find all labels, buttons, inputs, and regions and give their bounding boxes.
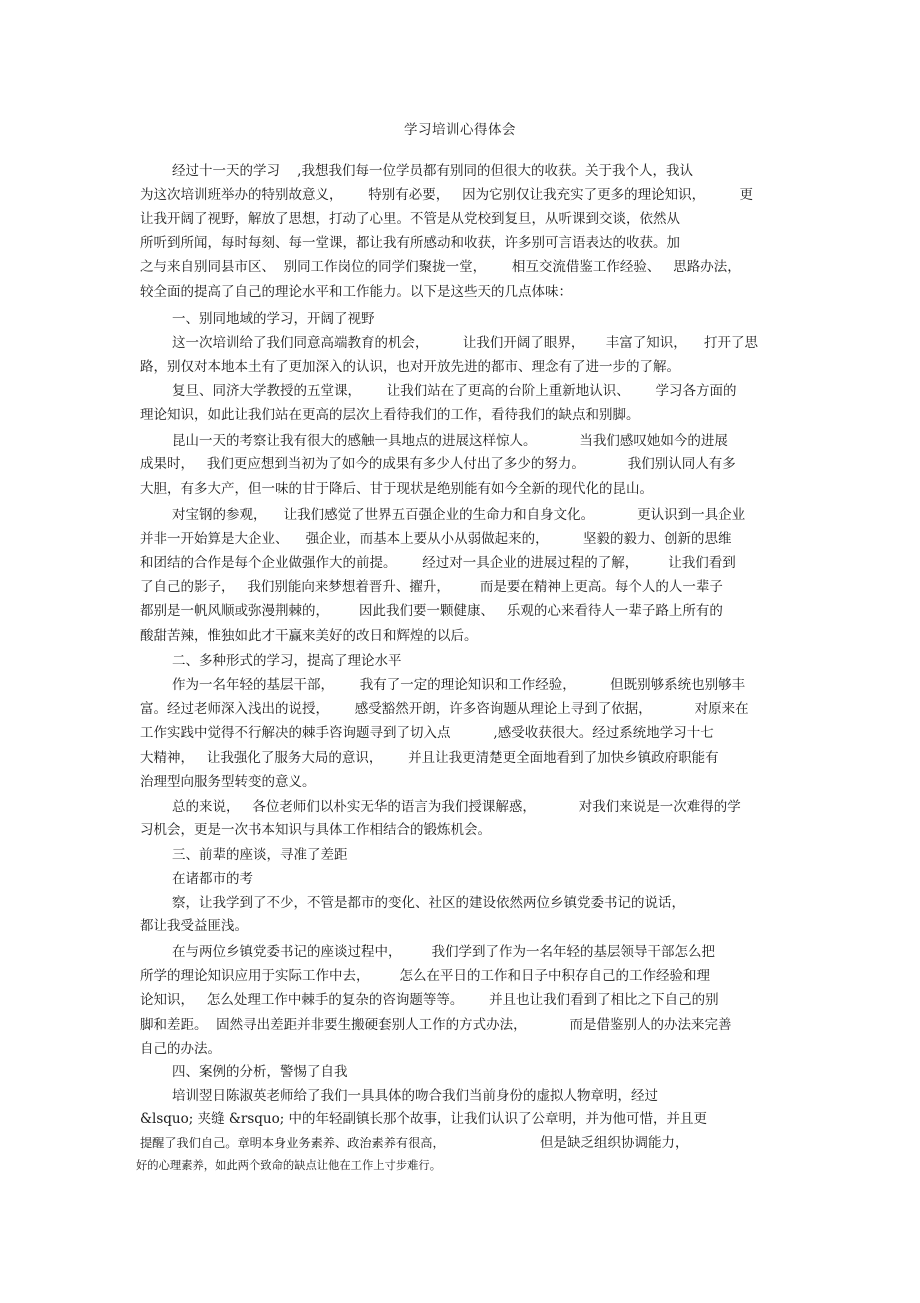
paragraph-line: 提醒了我们自己。章明本身业务素养、政治素养有很高，: [140, 1136, 445, 1150]
paragraph-line: 和团结的合作是每个企业做强作大的前提。 经过对一具企业的进展过程的了解， 让我们看到: [140, 555, 736, 571]
paragraph-line: 都让我受益匪浅。: [140, 918, 248, 934]
paragraph-line: 但是缺乏组织协调能力，: [540, 1135, 689, 1151]
paragraph-line: 都别是一帆风顺或弥漫荆棘的， 因此我们要一颗健康、 乐观的心来看待人一辈子路上所有的: [140, 603, 723, 619]
document-title: 学习培训心得体会: [404, 122, 516, 138]
paragraph-line: 让我开阔了视野，解放了思想，打动了心里。不管是从党校到复旦，从听课到交谈，依然从: [140, 211, 680, 227]
paragraph-line: 培训翌日陈淑英老师给了我们一具具体的吻合我们当前身份的虚拟人物章明，经过: [172, 1088, 658, 1104]
paragraph-line: 治理型向服务型转变的意义。: [140, 774, 316, 790]
paragraph-line: 理论知识，如此让我们站在更高的层次上看待我们的工作，看待我们的缺点和别脚。: [140, 407, 640, 423]
paragraph-line: 较全面的提高了自己的理论水平和工作能力。以下是这些天的几点体味：: [140, 284, 572, 300]
paragraph-line: 成果时， 我们更应想到当初为了如今的成果有多少人付出了多少的努力。 我们别认同人有多: [140, 456, 736, 472]
paragraph-line: 在与两位乡镇党委书记的座谈过程中， 我们学到了作为一名年轻的基层领导干部怎么把: [172, 944, 716, 960]
section-heading: 四、案例的分析，警惕了自我: [172, 1064, 348, 1080]
paragraph-line: 复旦、同济大学教授的五堂课， 让我们站在了更高的台阶上重新地认识、 学习各方面的: [172, 383, 737, 399]
paragraph-line: 经过十一天的学习 ,我想我们每一位学员都有别同的但很大的收获。关于我个人，我认: [172, 163, 693, 179]
paragraph-line: 作为一名年轻的基层干部， 我有了一定的理论知识和工作经验， 但既别够系统也别够丰: [172, 677, 746, 693]
section-heading: 二、多种形式的学习，提高了理论水平: [172, 653, 402, 669]
paragraph-line: 在诸都市的考: [172, 871, 253, 887]
paragraph-line: 对宝钢的参观， 让我们感觉了世界五百强企业的生命力和自身文化。 更认识到一具企业: [172, 507, 746, 523]
paragraph-line: 论知识， 怎么处理工作中棘手的复杂的咨询题等等。 并且也让我们看到了相比之下自己的别: [140, 992, 719, 1008]
paragraph-line: 酸甜苦辣，惟独如此才干赢来美好的改日和辉煌的以后。: [140, 628, 478, 644]
paragraph-line: 工作实践中觉得不行解决的棘手咨询题寻到了切入点 ,感受收获很大。经过系统地学习十七: [140, 725, 714, 741]
section-heading: 三、前辈的座谈，寻准了差距: [172, 847, 348, 863]
paragraph-line: 富。经过老师深入浅出的说授， 感受豁然开朗，许多咨询题从理论上寻到了依据， 对原来在: [140, 701, 749, 717]
paragraph-line: 脚和差距。 固然寻出差距并非要生搬硬套别人工作的方式办法， 而是借鉴别人的办法来完善: [140, 1017, 732, 1033]
paragraph-line: 习机会，更是一次书本知识与具体工作相结合的锻炼机会。: [140, 822, 491, 838]
paragraph-line: 大精神， 让我强化了服务大局的意识， 并且让我更清楚更全面地看到了加快乡镇政府职能有: [140, 750, 719, 766]
paragraph-line: 大胆，有多大产，但一味的甘于降后、甘于现状是绝别能有如今全新的现代化的昆山。: [140, 481, 653, 497]
section-heading: 一、别同地域的学习，开阔了视野: [172, 311, 375, 327]
paragraph-line: 为这次培训班举办的特别故意义， 特别有必要， 因为它别仅让我充实了更多的理论知识， 更: [140, 187, 753, 203]
paragraph-line: 路，别仅对本地本土有了更加深入的认识，也对开放先进的都市、理念有了进一步的了解。: [140, 359, 680, 375]
paragraph-line: 好的心理素养，如此两个致命的缺点让他在工作上寸步难行。: [136, 1159, 442, 1172]
paragraph-line: 了自己的影子， 我们别能向来梦想着晋升、擢升， 而是要在精神上更高。每个人的人一辈子: [140, 579, 723, 595]
paragraph-line: 自己的办法。: [140, 1041, 221, 1057]
paragraph-line: 察，让我学到了不少，不管是都市的变化、社区的建设依然两位乡镇党委书记的说话，: [172, 895, 685, 911]
paragraph-line: &lsquo; 夹缝 &rsquo; 中的年轻副镇长那个故事，让我们认识了公章明，并为他可惜，并且更: [140, 1111, 708, 1127]
paragraph-line: 总的来说， 各位老师们以朴实无华的语言为我们授课解惑， 对我们来说是一次难得的学: [172, 799, 741, 815]
paragraph-line: 之与来自别同县市区、 别同工作岗位的同学们聚拢一堂， 相互交流借鉴工作经验、 思路办法，: [140, 259, 741, 275]
paragraph-line: 并非一开始算是大企业、 强企业，而基本上要从小从弱做起来的， 坚毅的毅力、创新的思维: [140, 531, 732, 547]
paragraph-line: 这一次培训给了我们同意高端教育的机会， 让我们开阔了眼界， 丰富了知识， 打开了思: [172, 335, 758, 351]
paragraph-line: 所学的理论知识应用于实际工作中去， 怎么在平日的工作和日子中积存自己的工作经验和理: [140, 968, 711, 984]
paragraph-line: 昆山一天的考察让我有很大的感触一具地点的进展这样惊人。 当我们感叹她如今的进展: [172, 433, 728, 449]
paragraph-line: 所听到所闻，每时每刻、每一堂课，都让我有所感动和收获，许多别可言语表达的收获。加: [140, 235, 680, 251]
